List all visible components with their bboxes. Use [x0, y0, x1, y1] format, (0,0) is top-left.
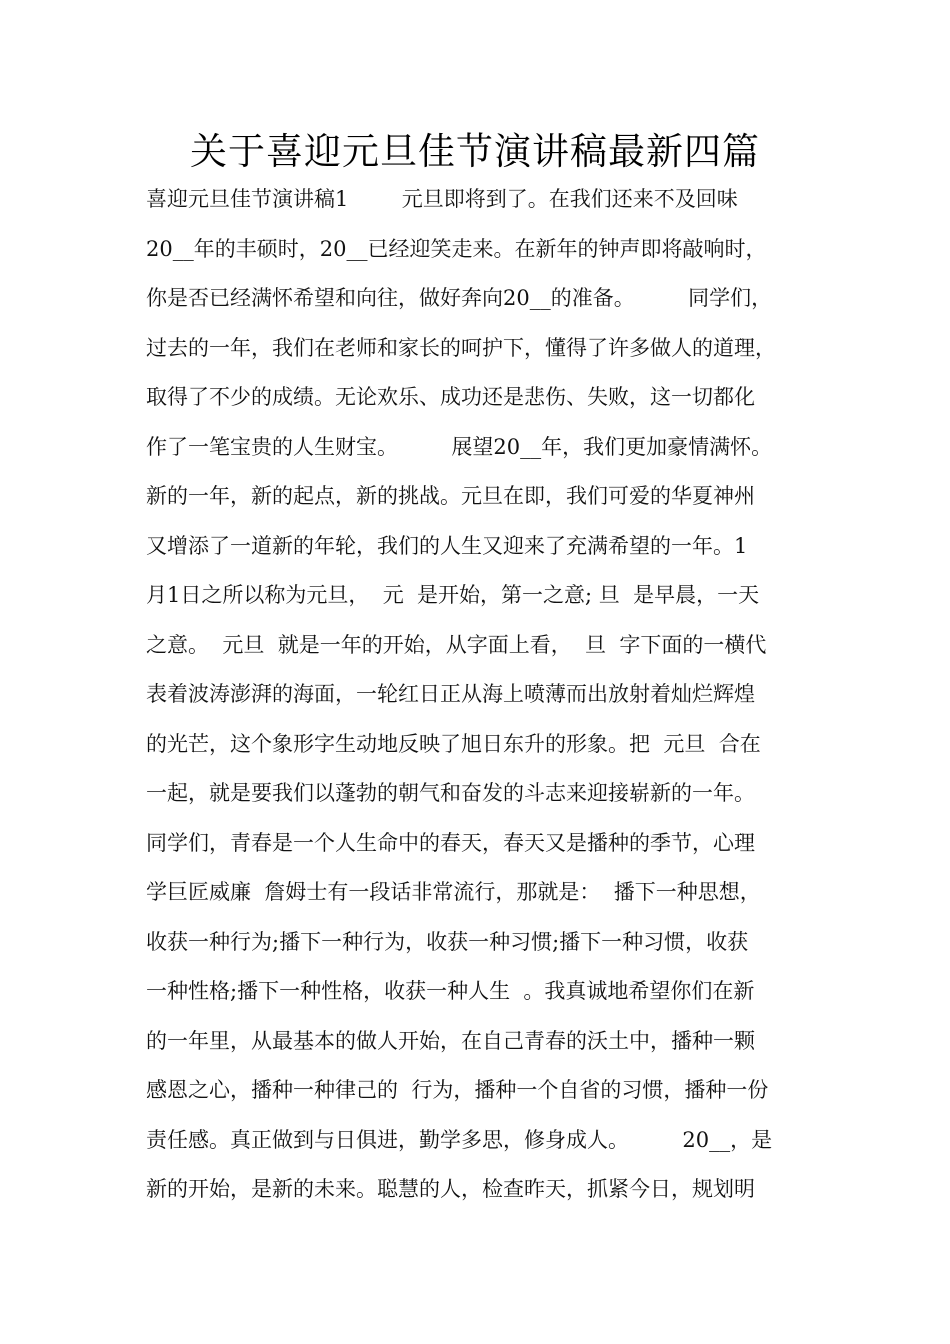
body-line: 学巨匠威廉 詹姆士有一段话非常流行，那就是： 播下一种思想， — [146, 880, 761, 904]
body-line: 新的开始，是新的未来。聪慧的人，检查昨天，抓紧今日，规划明 — [146, 1177, 755, 1201]
body-line: 月1日之所以称为元旦， 元 是开始，第一之意; 旦 是早晨，一天 — [146, 583, 760, 607]
body-line: 喜迎元旦佳节演讲稿1 元旦即将到了。在我们还来不及回味 — [146, 187, 738, 211]
body-line: 又增添了一道新的年轮，我们的人生又迎来了充满希望的一年。1 — [146, 533, 748, 558]
body-line: 一种性格;播下一种性格，收获一种人生 。我真诚地希望你们在新 — [146, 979, 755, 1003]
body-line: 表着波涛澎湃的海面，一轮红日正从海上喷薄而出放射着灿烂辉煌 — [146, 682, 755, 706]
body-line: 你是否已经满怀希望和向往，做好奔向20__的准备。 同学们， — [146, 286, 773, 310]
body-line: 新的一年，新的起点，新的挑战。元旦在即，我们可爱的华夏神州 — [146, 484, 755, 508]
body-line: 取得了不少的成绩。无论欢乐、成功还是悲伤、失败，这一切都化 — [146, 385, 755, 409]
body-line: 一起，就是要我们以蓬勃的朝气和奋发的斗志来迎接崭新的一年。 — [146, 781, 755, 805]
body-line: 20__年的丰硕时，20__已经迎笑走来。在新年的钟声即将敲响时， — [146, 236, 767, 261]
body-line: 感恩之心，播种一种律己的 行为，播种一个自省的习惯，播种一份 — [146, 1078, 769, 1102]
body-line: 作了一笔宝贵的人生财宝。 展望20__年，我们更加豪情满怀。 — [146, 434, 773, 459]
body-line: 的光芒，这个象形字生动地反映了旭日东升的形象。把 元旦 合在 — [146, 731, 761, 756]
body-line: 过去的一年，我们在老师和家长的呵护下，懂得了许多做人的道理， — [146, 335, 776, 360]
body-line: 收获一种行为;播下一种行为，收获一种习惯;播下一种习惯，收获 — [146, 929, 749, 954]
document-body — [146, 175, 826, 1215]
body-line: 责任感。真正做到与日俱进，勤学多思，修身成人。 20__，是 — [146, 1127, 773, 1152]
document-title: 关于喜迎元旦佳节演讲稿最新四篇 — [190, 130, 760, 173]
body-line: 之意。 元旦 就是一年的开始，从字面上看， 旦 字下面的一横代 — [146, 632, 767, 657]
body-line: 的一年里，从最基本的做人开始，在自己青春的沃土中，播种一颗 — [146, 1028, 755, 1053]
body-line: 同学们，青春是一个人生命中的春天，春天又是播种的季节，心理 — [146, 830, 755, 855]
